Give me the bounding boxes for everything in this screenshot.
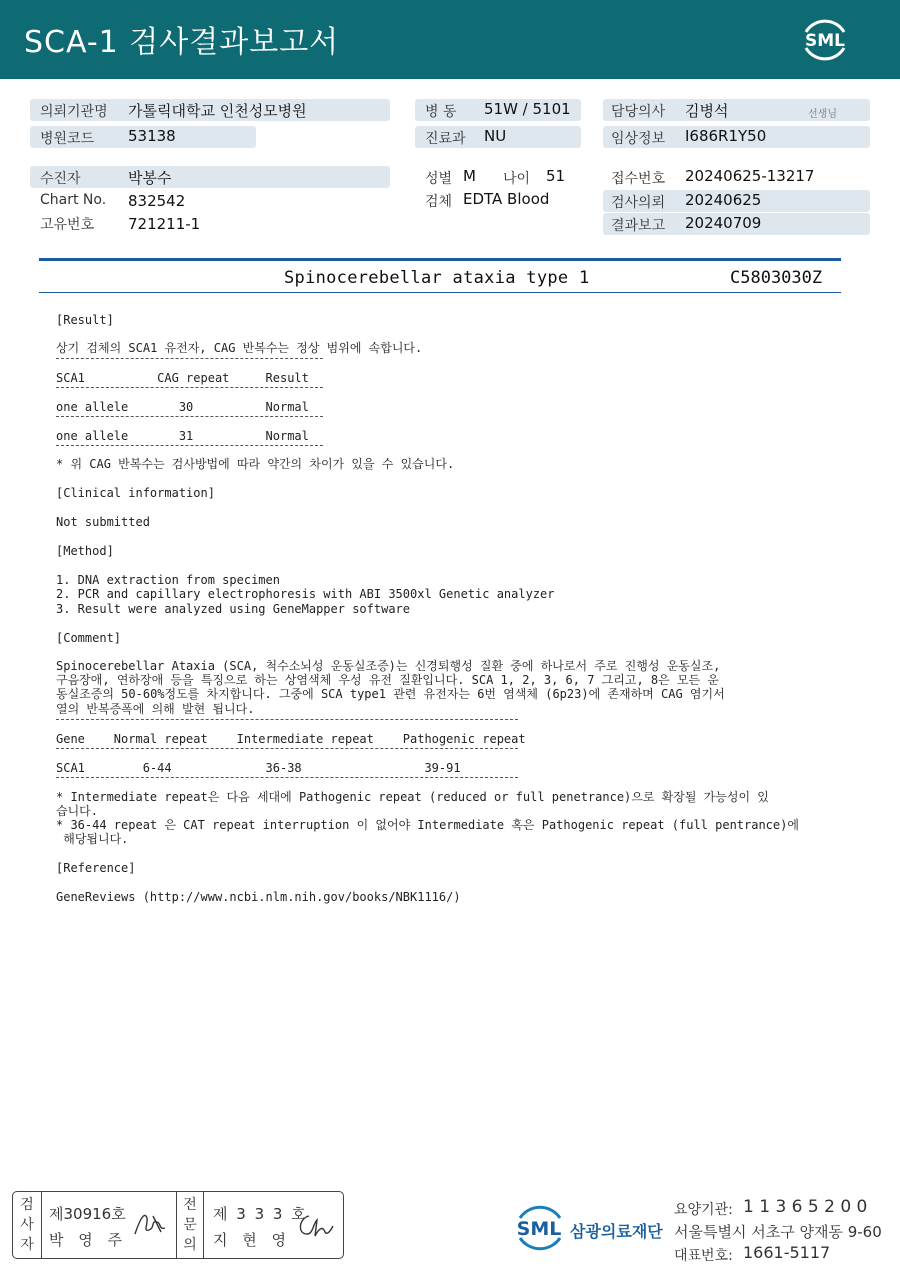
receipt-label: 접수번호 [611, 171, 666, 187]
ward-value: 51W / 5101 [484, 100, 571, 118]
uid-label: 고유번호 [40, 217, 95, 233]
signature-divider [176, 1192, 177, 1258]
phone-label: 대표번호: [674, 1248, 733, 1264]
signature-divider [41, 1192, 42, 1258]
institution-value: 가톨릭대학교 인천성모병원 [128, 102, 307, 120]
specialist-label: 전 문 의 [183, 1197, 197, 1253]
hospital-code-label: 병원코드 [40, 131, 95, 147]
result-row-2: one allele 31 Normal [56, 429, 309, 443]
receipt-value: 20240625-13217 [685, 167, 815, 185]
uid-value: 721211-1 [128, 215, 201, 233]
note-1-line-1: * Intermediate repeat은 다음 세대에 Pathogenic repeat (reduced or full penetrance)으로 확장될 가능성이 있 [56, 790, 769, 804]
signature-divider [203, 1192, 204, 1258]
range-row-sca1: SCA1 6-44 36-38 39-91 [56, 761, 461, 775]
note-1-line-2: 습니다. [56, 804, 99, 818]
note-2-line-1: * 36-44 repeat 은 CAT repeat interruption 이 없어야 Intermediate 혹은 Pathogenic repeat (full pentrance)에 [56, 818, 799, 832]
clinical-heading: [Clinical information] [56, 486, 215, 500]
examiner-label: 검 사 자 [20, 1197, 34, 1253]
result-divider [56, 358, 323, 359]
comment-line-2: 구음장애, 연하장애 등을 특징으로 하는 상염색체 우성 유전 질환입니다. SCA 1, 2, 3, 6, 7 그리고, 8은 모든 운 [56, 673, 719, 687]
result-divider [56, 445, 323, 446]
result-note: * 위 CAG 반복수는 검사방법에 따라 약간의 차이가 있을 수 있습니다. [56, 457, 455, 471]
range-divider [56, 748, 518, 749]
specialist-name: 지 현 영 [213, 1231, 292, 1249]
doctor-suffix: 선생님 [808, 109, 837, 120]
report-date-label: 결과보고 [611, 218, 666, 234]
phone-number: 1661-5117 [743, 1243, 831, 1262]
range-divider [56, 777, 518, 778]
result-heading: [Result] [56, 313, 114, 327]
care-code-label: 요양기관: [674, 1202, 733, 1218]
sml-logo-text: SML [805, 31, 845, 51]
report-date-value: 20240709 [685, 214, 762, 232]
specialist-number: 제 3 3 3 호 [213, 1205, 308, 1223]
comment-line-4: 열의 반복증폭에 의해 발현 됩니다. [56, 702, 255, 716]
examiner-name: 박 영 주 [49, 1231, 128, 1249]
test-code: C5803030Z [730, 268, 823, 288]
clinical-value: I686R1Y50 [685, 127, 767, 145]
clinical-label: 임상정보 [611, 131, 666, 147]
dept-value: NU [484, 127, 507, 145]
result-summary: 상기 검체의 SCA1 유전자, CAG 반복수는 정상 범위에 속합니다. [56, 341, 423, 355]
specimen-label: 검체 [425, 194, 453, 210]
comment-line-1: Spinocerebellar Ataxia (SCA, 척수소뇌성 운동실조증)는 신경퇴행성 질환 중에 하나로서 주로 진행성 운동실조, [56, 659, 721, 673]
patient-box [30, 166, 390, 188]
test-name: Spinocerebellar ataxia type 1 [284, 268, 590, 288]
method-line-1: 1. DNA extraction from specimen [56, 573, 280, 587]
org-logo-text: SML [516, 1218, 562, 1240]
signature-box [12, 1191, 344, 1259]
method-heading: [Method] [56, 544, 114, 558]
reference-heading: [Reference] [56, 861, 136, 875]
title-rule-bottom [39, 292, 841, 293]
patient-value: 박봉수 [128, 169, 172, 187]
doctor-value: 김병석 [685, 102, 729, 120]
age-label: 나이 [503, 171, 531, 187]
care-code: 1 1 3 6 5 2 0 0 [743, 1197, 868, 1217]
specimen-value: EDTA Blood [463, 190, 550, 208]
report-header [0, 0, 900, 79]
method-line-3: 3. Result were analyzed using GeneMapper software [56, 602, 411, 616]
age-value: 51 [546, 167, 566, 185]
dept-label: 진료과 [425, 131, 466, 147]
range-divider [56, 719, 518, 720]
sex-value: M [463, 167, 476, 185]
comment-line-3: 동실조증의 50-60%정도를 차지합니다. 그중에 SCA type1 관련 유전자는 6번 염색체 (6p23)에 존재하며 CAG 염기서 [56, 687, 725, 701]
title-rule-top [39, 258, 841, 261]
sex-label: 성별 [425, 171, 453, 187]
patient-label: 수진자 [40, 171, 81, 187]
chart-value: 832542 [128, 192, 186, 210]
ward-label: 병 동 [425, 104, 457, 120]
reference-text: GeneReviews (http://www.ncbi.nlm.nih.gov/books/NBK1116/) [56, 890, 461, 904]
result-row-1: one allele 30 Normal [56, 400, 309, 414]
range-table-header: Gene Normal repeat Intermediate repeat Pathogenic repeat [56, 732, 526, 746]
org-logo-icon [508, 1198, 570, 1256]
note-2-line-2: 해당됩니다. [56, 832, 129, 846]
org-name: 삼광의료재단 [570, 1222, 663, 1241]
clinical-text: Not submitted [56, 515, 150, 529]
specialist-signature-icon [295, 1210, 335, 1240]
result-divider [56, 387, 323, 388]
chart-label: Chart No. [40, 192, 107, 208]
method-line-2: 2. PCR and capillary electrophoresis with ABI 3500xl Genetic analyzer [56, 587, 555, 601]
request-value: 20240625 [685, 191, 762, 209]
examiner-signature-icon [131, 1210, 171, 1240]
request-label: 검사의뢰 [611, 195, 666, 211]
examiner-number: 제30916호 [49, 1205, 126, 1223]
comment-heading: [Comment] [56, 631, 122, 645]
sml-logo-icon [796, 12, 854, 66]
hospital-code-value: 53138 [128, 127, 176, 145]
doctor-label: 담당의사 [611, 104, 666, 120]
result-table-header: SCA1 CAG repeat Result [56, 371, 309, 385]
org-address: 서울특별시 서초구 양재동 9-60 [674, 1223, 882, 1241]
result-divider [56, 416, 323, 417]
institution-label: 의뢰기관명 [40, 104, 108, 120]
report-title: SCA-1 검사결과보고서 [24, 25, 340, 60]
